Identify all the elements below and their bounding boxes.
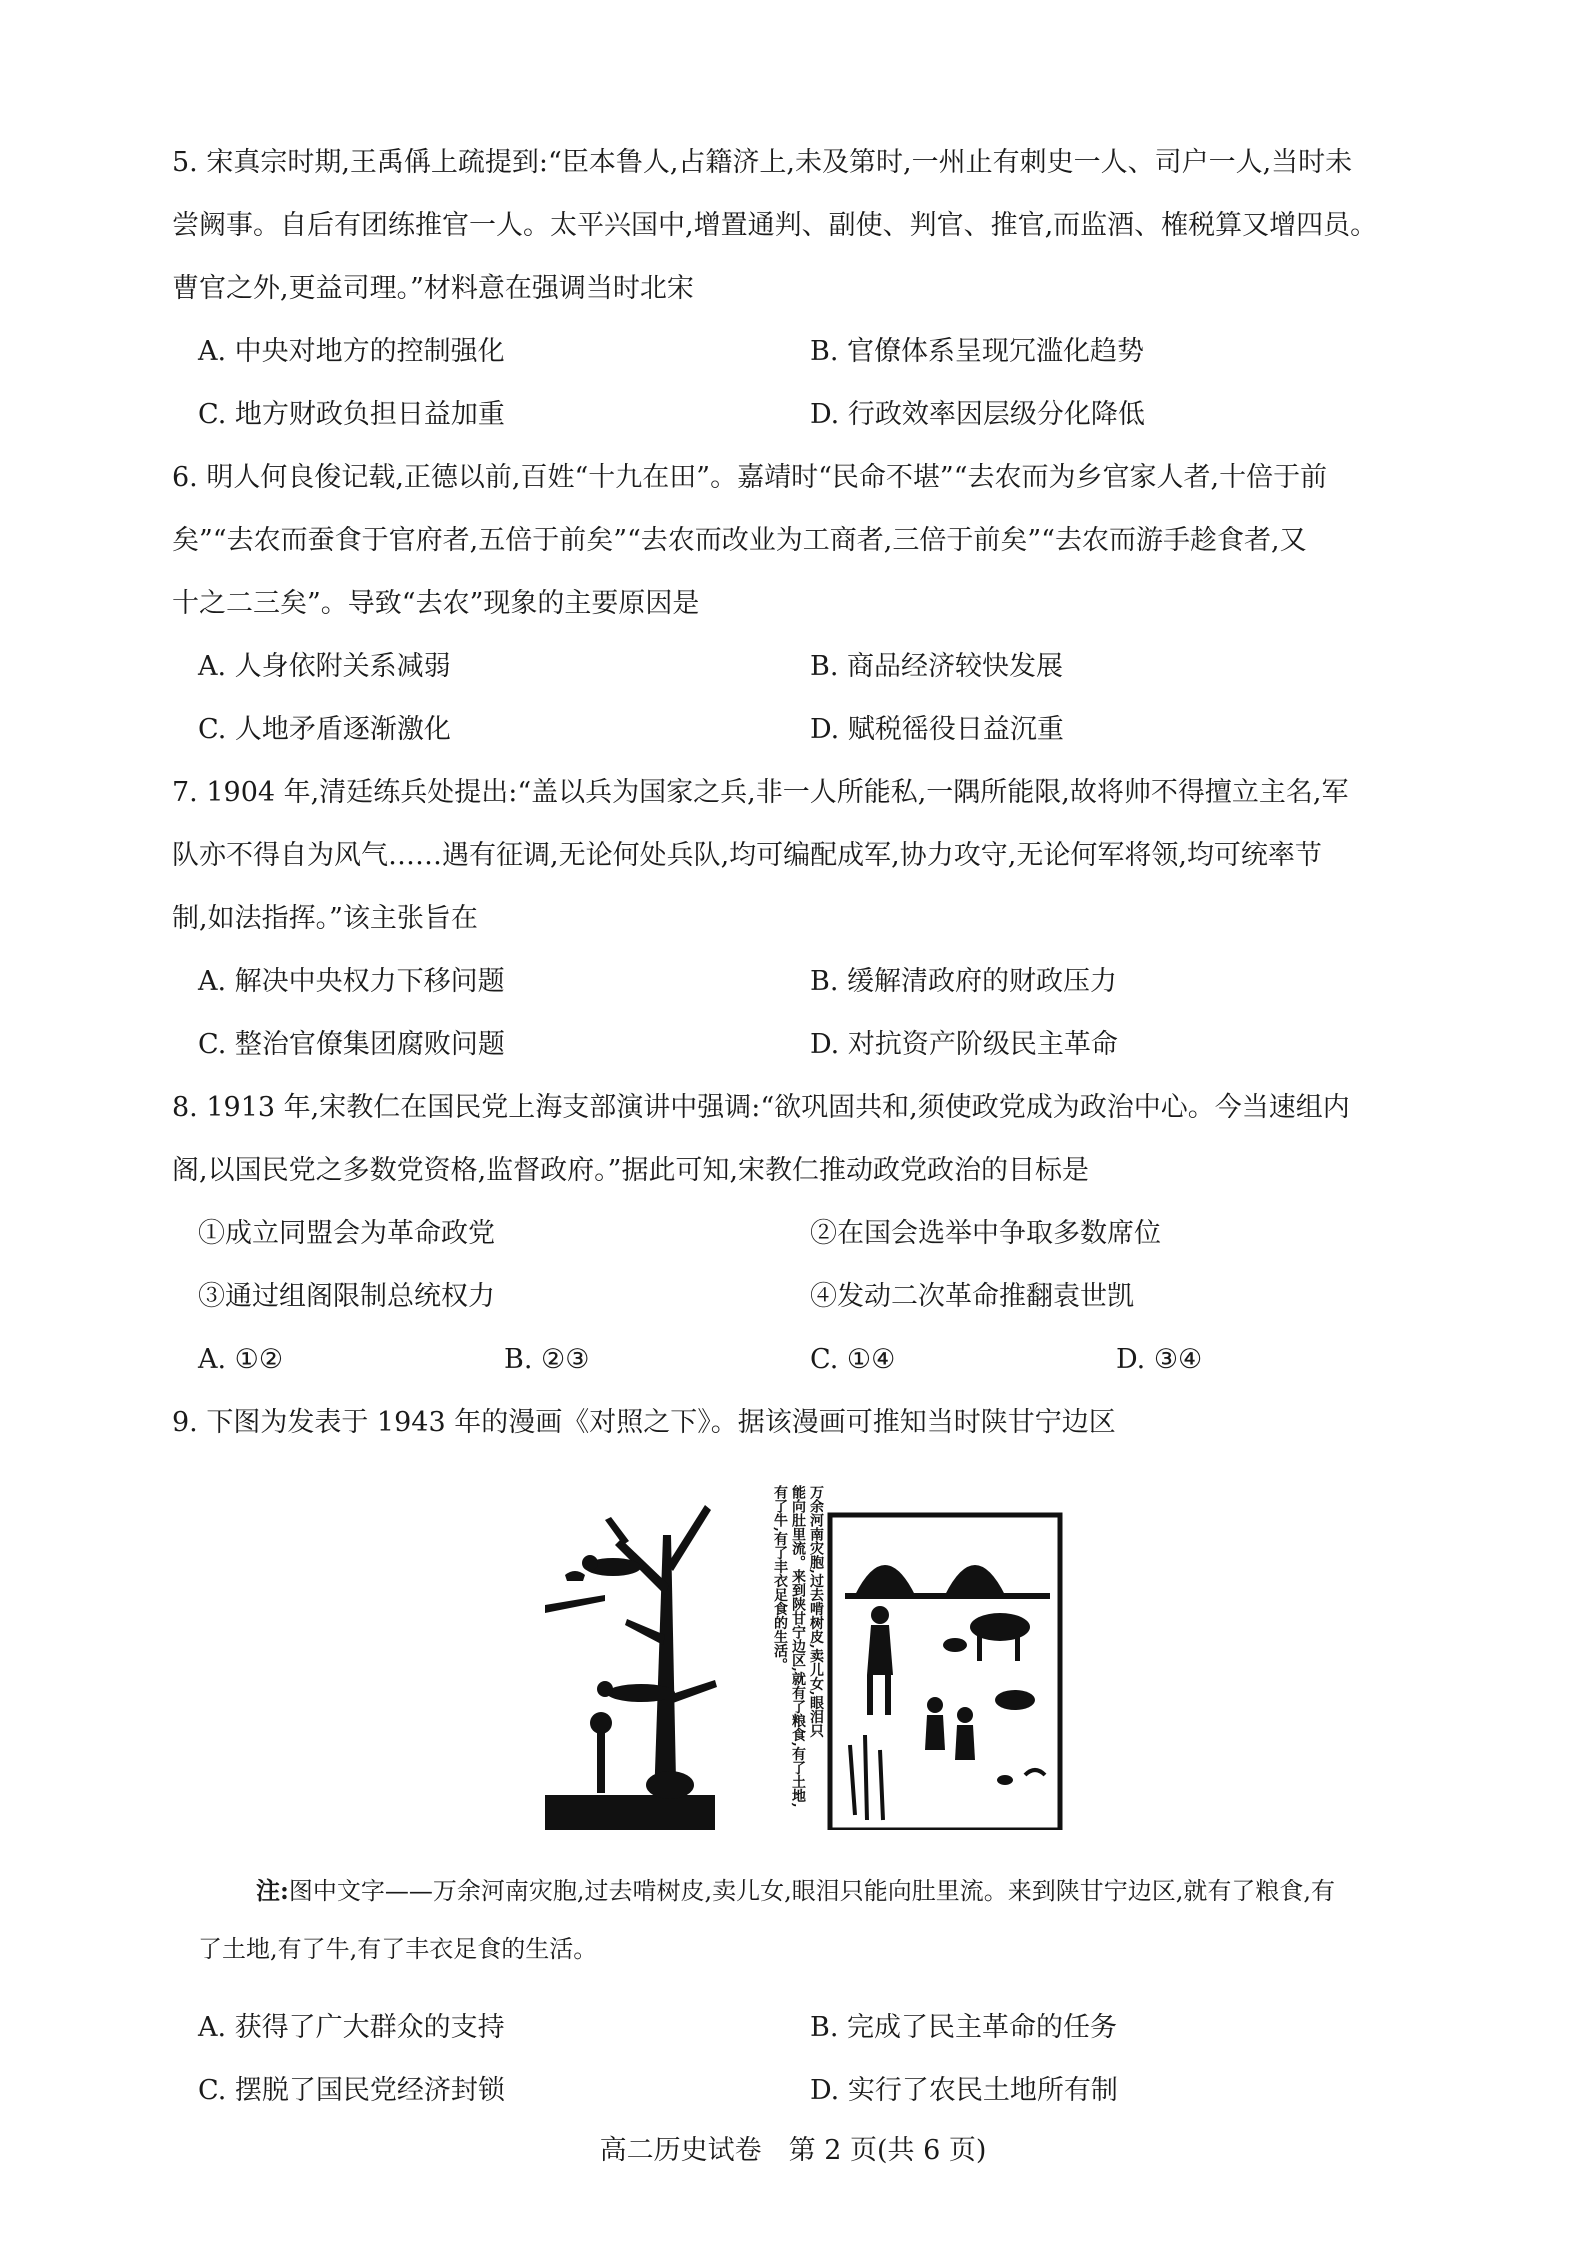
- choice-a: A. ①②: [198, 1344, 284, 1375]
- cartoon-figure: [545, 1475, 1065, 1830]
- question-line: 尝阙事。自后有团练推官一人。太平兴国中,增置通判、副使、判官、推官,而监酒、榷税算又增四员。: [172, 210, 1378, 241]
- option-c: C. 摆脱了国民党经济封锁: [198, 2075, 505, 2106]
- option-a: A. 中央对地方的控制强化: [198, 336, 505, 367]
- question-5-stem: [172, 131, 1422, 320]
- page-footer: 高二历史试卷 第 2 页(共 6 页): [599, 2135, 987, 2166]
- note-text: 图中文字——万余河南灾胞,过去啃树皮,卖儿女,眼泪只能向肚里流。来到陕甘宁边区,就有了粮食,有: [288, 1877, 1336, 1905]
- option-b: B. 缓解清政府的财政压力: [810, 966, 1118, 997]
- question-8-stem: [172, 1076, 1422, 1202]
- question-line: 9. 下图为发表于 1943 年的漫画《对照之下》。据该漫画可推知当时陕甘宁边区: [172, 1407, 1116, 1438]
- option-b: B. 商品经济较快发展: [810, 651, 1064, 682]
- figure-note: [198, 1862, 1413, 1978]
- question-5-options: [198, 320, 1418, 446]
- caption-column: 万余河南灾胞,过去啃树皮,卖儿女,眼泪只: [808, 1485, 824, 1738]
- question-line: 队亦不得自为风气……遇有征调,无论何处兵队,均可编配成军,协力攻守,无论何军将领,均可统率节: [172, 840, 1322, 871]
- statement-2: ②在国会选举中争取多数席位: [810, 1218, 1161, 1249]
- option-b: B. 官僚体系呈现冗滥化趋势: [810, 336, 1145, 367]
- statement-4: ④发动二次革命推翻袁世凯: [810, 1281, 1134, 1312]
- option-c: C. 地方财政负担日益加重: [198, 399, 505, 430]
- caption-column: 有了牛,有了丰衣足食的生活。: [772, 1485, 788, 1672]
- question-line: 十之二三矣”。导致“去农”现象的主要原因是: [172, 588, 700, 619]
- question-7-options: [198, 950, 1418, 1076]
- statement-1: ①成立同盟会为革命政党: [198, 1218, 495, 1249]
- option-c: C. 整治官僚集团腐败问题: [198, 1029, 505, 1060]
- question-line: 7. 1904 年,清廷练兵处提出:“盖以兵为国家之兵,非一人所能私,一隅所能限,故将帅不得擅立主名,军: [172, 777, 1349, 808]
- caption-column: 能向肚里流。来到陕甘宁边区,就有了粮食,有了土地,: [790, 1485, 806, 1808]
- question-7-stem: [172, 761, 1422, 950]
- option-a: A. 人身依附关系减弱: [198, 651, 451, 682]
- option-d: D. 行政效率因层级分化降低: [810, 399, 1145, 430]
- question-6-options: [198, 635, 1418, 761]
- option-a: A. 获得了广大群众的支持: [198, 2012, 505, 2043]
- choice-b: B. ②③: [504, 1344, 590, 1375]
- note-text: 了土地,有了牛,有了丰衣足食的生活。: [198, 1935, 598, 1963]
- option-d: D. 赋税徭役日益沉重: [810, 714, 1064, 745]
- question-8-statements: [198, 1202, 1418, 1391]
- question-line: 曹官之外,更益司理。”材料意在强调当时北宋: [172, 273, 694, 304]
- choice-d: D. ③④: [1116, 1344, 1203, 1375]
- question-9-stem: [172, 1391, 1422, 1454]
- option-a: A. 解决中央权力下移问题: [198, 966, 505, 997]
- option-d: D. 对抗资产阶级民主革命: [810, 1029, 1118, 1060]
- question-8-choices: [198, 1328, 1418, 1391]
- question-line: 8. 1913 年,宋教仁在国民党上海支部演讲中强调:“欲巩固共和,须使政党成为政治中心。今当速组内: [172, 1092, 1350, 1123]
- question-line: 制,如法指挥。”该主张旨在: [172, 903, 478, 934]
- question-6-stem: [172, 446, 1422, 635]
- question-9-options: [198, 1996, 1418, 2122]
- statement-3: ③通过组阁限制总统权力: [198, 1281, 495, 1312]
- question-line: 矣”“去农而蚕食于官府者,五倍于前矣”“去农而改业为工商者,三倍于前矣”“去农而游手趁食者,又: [172, 525, 1307, 556]
- option-d: D. 实行了农民土地所有制: [810, 2075, 1118, 2106]
- option-b: B. 完成了民主革命的任务: [810, 2012, 1118, 2043]
- note-label: 注:: [256, 1876, 289, 1905]
- question-line: 5. 宋真宗时期,王禹偁上疏提到:“臣本鲁人,占籍济上,未及第时,一州止有刺史一人、司户一人,当时未: [172, 147, 1353, 178]
- choice-c: C. ①④: [810, 1344, 896, 1375]
- question-line: 6. 明人何良俊记载,正德以前,百姓“十九在田”。嘉靖时“民命不堪”“去农而为乡官家人者,十倍于前: [172, 462, 1328, 493]
- option-c: C. 人地矛盾逐渐激化: [198, 714, 451, 745]
- question-line: 阁,以国民党之多数党资格,监督政府。”据此可知,宋教仁推动政党政治的目标是: [172, 1155, 1090, 1186]
